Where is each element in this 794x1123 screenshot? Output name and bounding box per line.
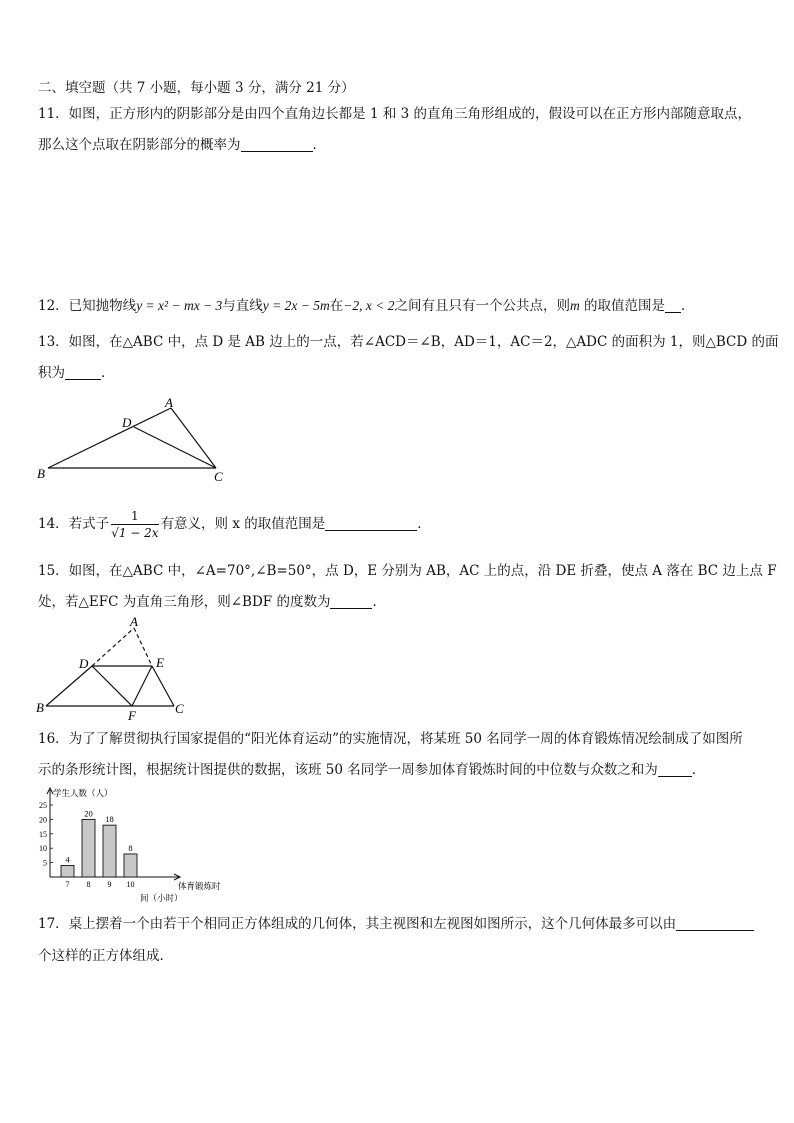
q13-answer-blank[interactable] — [65, 365, 101, 380]
y-tick-label: 25 — [39, 801, 47, 810]
q12-post: 的取值范围是 — [579, 298, 666, 314]
y-tick-label: 5 — [43, 858, 47, 868]
q12-parabola-eq: y = x² − mx − 3 — [136, 298, 223, 313]
q13-line1: 13．如图，在△ABC 中，点 D 是 AB 边上的一点，若∠ACD＝∠B，AD＝1，AC＝2，△ADC 的面积为 1，则△BCD 的面 — [38, 334, 779, 350]
q11-end: ． — [312, 137, 326, 153]
q14-pre: 14．若式子 — [38, 516, 110, 532]
chart-ylabel: 学生人数（人） — [53, 788, 113, 798]
q16-end: ． — [691, 762, 706, 778]
q14-mid: 有意义，则 x 的取值范围是 — [160, 516, 326, 532]
q12-range: −2, x < 2 — [343, 298, 395, 313]
x-tick-label: 9 — [107, 880, 112, 889]
q11-answer-blank[interactable] — [241, 137, 313, 152]
bar-chart — [28, 785, 228, 905]
q17-text: 17．桌上摆着一个由若干个相同正方体组成的几何体，其主视图和左视图如图所示，这个几何体最多可以由 — [38, 916, 677, 932]
q12-var: m — [569, 298, 580, 313]
q13-end: ． — [101, 365, 115, 381]
x-tick-label: 10 — [126, 880, 135, 889]
q11-line1: 11．如图，正方形内的阴影部分是由四个直角边长都是 1 和 3 的直角三角形组成的，假设可以在正方形内部随意取点， — [38, 106, 752, 122]
label-b: B — [37, 466, 45, 481]
q17-line1 — [38, 914, 758, 934]
q16-answer-blank[interactable] — [658, 762, 692, 777]
bar-10 — [124, 854, 137, 877]
bar-8 — [82, 819, 95, 877]
q13-text: 积为 — [38, 365, 65, 381]
label-e: E — [156, 655, 164, 670]
q15-text: 处，若△EFC 为直角三角形，则∠BDF 的度数为 — [38, 594, 331, 610]
q12-answer-blank[interactable] — [665, 298, 681, 313]
q12-pre: 12．已知抛物线 — [38, 298, 137, 314]
q17-answer-blank[interactable] — [676, 916, 754, 931]
q16-text: 示的条形统计图，根据统计图提供的数据，该班 50 名同学一周参加体育锻炼时间的中位数与众数之和为 — [38, 762, 658, 778]
label-a: A — [130, 614, 138, 629]
q14-end: ． — [417, 516, 431, 532]
q15-line1: 15．如图，在△ABC 中，∠A=70°,∠B=50°，点 D，E 分别为 AB，AC 上的点，沿 DE 折叠，使点 A 落在 BC 边上点 F — [38, 563, 777, 579]
q11-line2 — [38, 135, 758, 155]
q12-mid1: 与直线 — [222, 298, 263, 314]
q13-line2 — [38, 363, 758, 383]
section-title: 二、填空题（共 7 小题，每小题 3 分，满分 21 分） — [38, 80, 355, 96]
q14-denominator: √1 − 2x — [111, 525, 159, 540]
label-a: A — [165, 395, 173, 410]
q11-text: 那么这个点取在阴影部分的概率为 — [38, 137, 241, 153]
y-tick-label: 20 — [39, 815, 47, 825]
chart-xlabel-line2: 间（小时） — [140, 893, 183, 903]
q16-line1: 16．为了了解贯彻执行国家提倡的“阳光体育运动”的实施情况，将某班 50 名同学一周的体育锻炼情况绘制成了如图所 — [38, 731, 743, 747]
label-f: F — [128, 708, 136, 723]
bar-data-label: 4 — [65, 854, 70, 865]
q12-mid2: 在 — [329, 298, 344, 314]
label-d: D — [79, 656, 89, 671]
label-d: D — [122, 415, 132, 430]
q15-folding-figure — [34, 614, 194, 724]
q14-line — [38, 508, 758, 541]
bar-9 — [103, 825, 116, 877]
x-tick-label: 8 — [86, 880, 91, 889]
label-c: C — [214, 469, 223, 484]
q16-line2 — [38, 760, 758, 780]
y-tick-label: 15 — [39, 829, 47, 839]
q17-line2: 个这样的正方体组成. — [38, 948, 164, 964]
q13-triangle-figure — [34, 393, 234, 485]
q12-mid3: 之间有且只有一个公共点，则 — [394, 298, 570, 314]
q12-end: ． — [681, 298, 695, 314]
chart-xlabel-line1: 体育锻炼时 — [178, 881, 221, 891]
q12-line — [38, 296, 758, 316]
q15-line2 — [38, 592, 758, 612]
label-b: B — [36, 700, 44, 715]
label-c: C — [175, 701, 184, 716]
q14-answer-blank[interactable] — [325, 516, 417, 531]
y-tick-label: 10 — [39, 844, 47, 854]
q15-answer-blank[interactable] — [330, 594, 372, 609]
bar-data-label: 20 — [84, 808, 93, 819]
bar-data-label: 8 — [128, 842, 133, 853]
bar-7 — [61, 865, 74, 877]
x-tick-label: 7 — [65, 880, 70, 889]
bar-data-label: 18 — [105, 814, 114, 825]
q15-end: ． — [372, 594, 386, 610]
q14-numerator: 1 — [111, 509, 158, 525]
q14-fraction — [111, 509, 158, 541]
q12-line-eq: y = 2x − 5m — [262, 298, 330, 313]
